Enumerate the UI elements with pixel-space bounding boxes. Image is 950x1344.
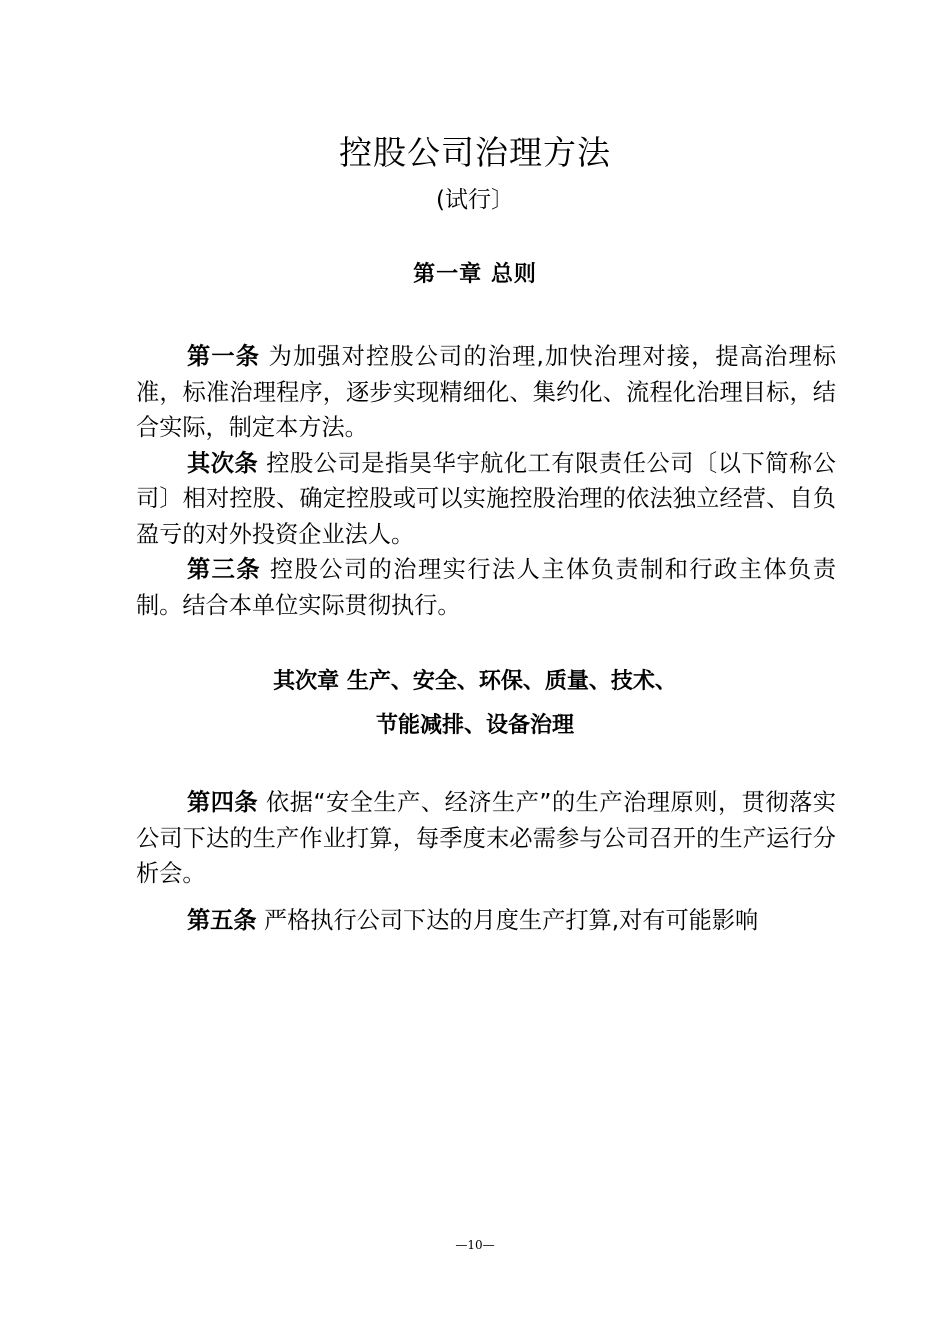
document-subtitle: (试行〕 <box>436 187 514 213</box>
article-label: 其次条 <box>187 449 259 477</box>
article-text: 依据“安全生产、经济生产”的生产治理原则，贯彻落实公司下达的生产作业打算，每季度末必需参与公司召开的生产运行分析会。 <box>136 789 836 887</box>
document-title: 控股公司治理方法 <box>339 133 611 172</box>
article-3 <box>136 552 836 623</box>
article-text: 严格执行公司下达的月度生产打算,对有可能影响 <box>256 907 759 934</box>
article-label: 第一条 <box>187 343 261 370</box>
article-1 <box>136 339 836 446</box>
chapter-heading-2-line-2: 节能减排、设备治理 <box>375 713 574 738</box>
chapter-heading-2-line-1: 其次章 生产、安全、环保、质量、技术、 <box>273 669 677 694</box>
chapter-heading-1: 第一章 总则 <box>413 262 537 287</box>
chapter-2-body <box>136 785 836 892</box>
article-label: 第三条 <box>187 556 262 583</box>
article-text: 控股公司的治理实行法人主体负责制和行政主体负责制。结合本单位实际贯彻执行。 <box>136 556 837 619</box>
article-label: 第四条 <box>187 789 259 816</box>
article-text: 控股公司是指昊华宇航化工有限责任公司〔以下简称公司〕相对控股、确定控股或可以实施控股治理的依法独立经营、自负盈亏的对外投资企业法人。 <box>136 449 836 548</box>
article-4 <box>136 785 836 892</box>
article-label: 第五条 <box>187 907 257 934</box>
article-text: 为加强对控股公司的治理,加快治理对接，提高治理标准，标准治理程序，逐步实现精细化、集约化、流程化治理目标，结合实际，制定本方法。 <box>136 343 837 441</box>
article-5 <box>136 903 836 939</box>
chapter-2-body-continued <box>136 903 836 939</box>
chapter-1-body <box>136 339 836 623</box>
page-number: —10— <box>455 1238 495 1252</box>
article-2 <box>136 446 836 553</box>
